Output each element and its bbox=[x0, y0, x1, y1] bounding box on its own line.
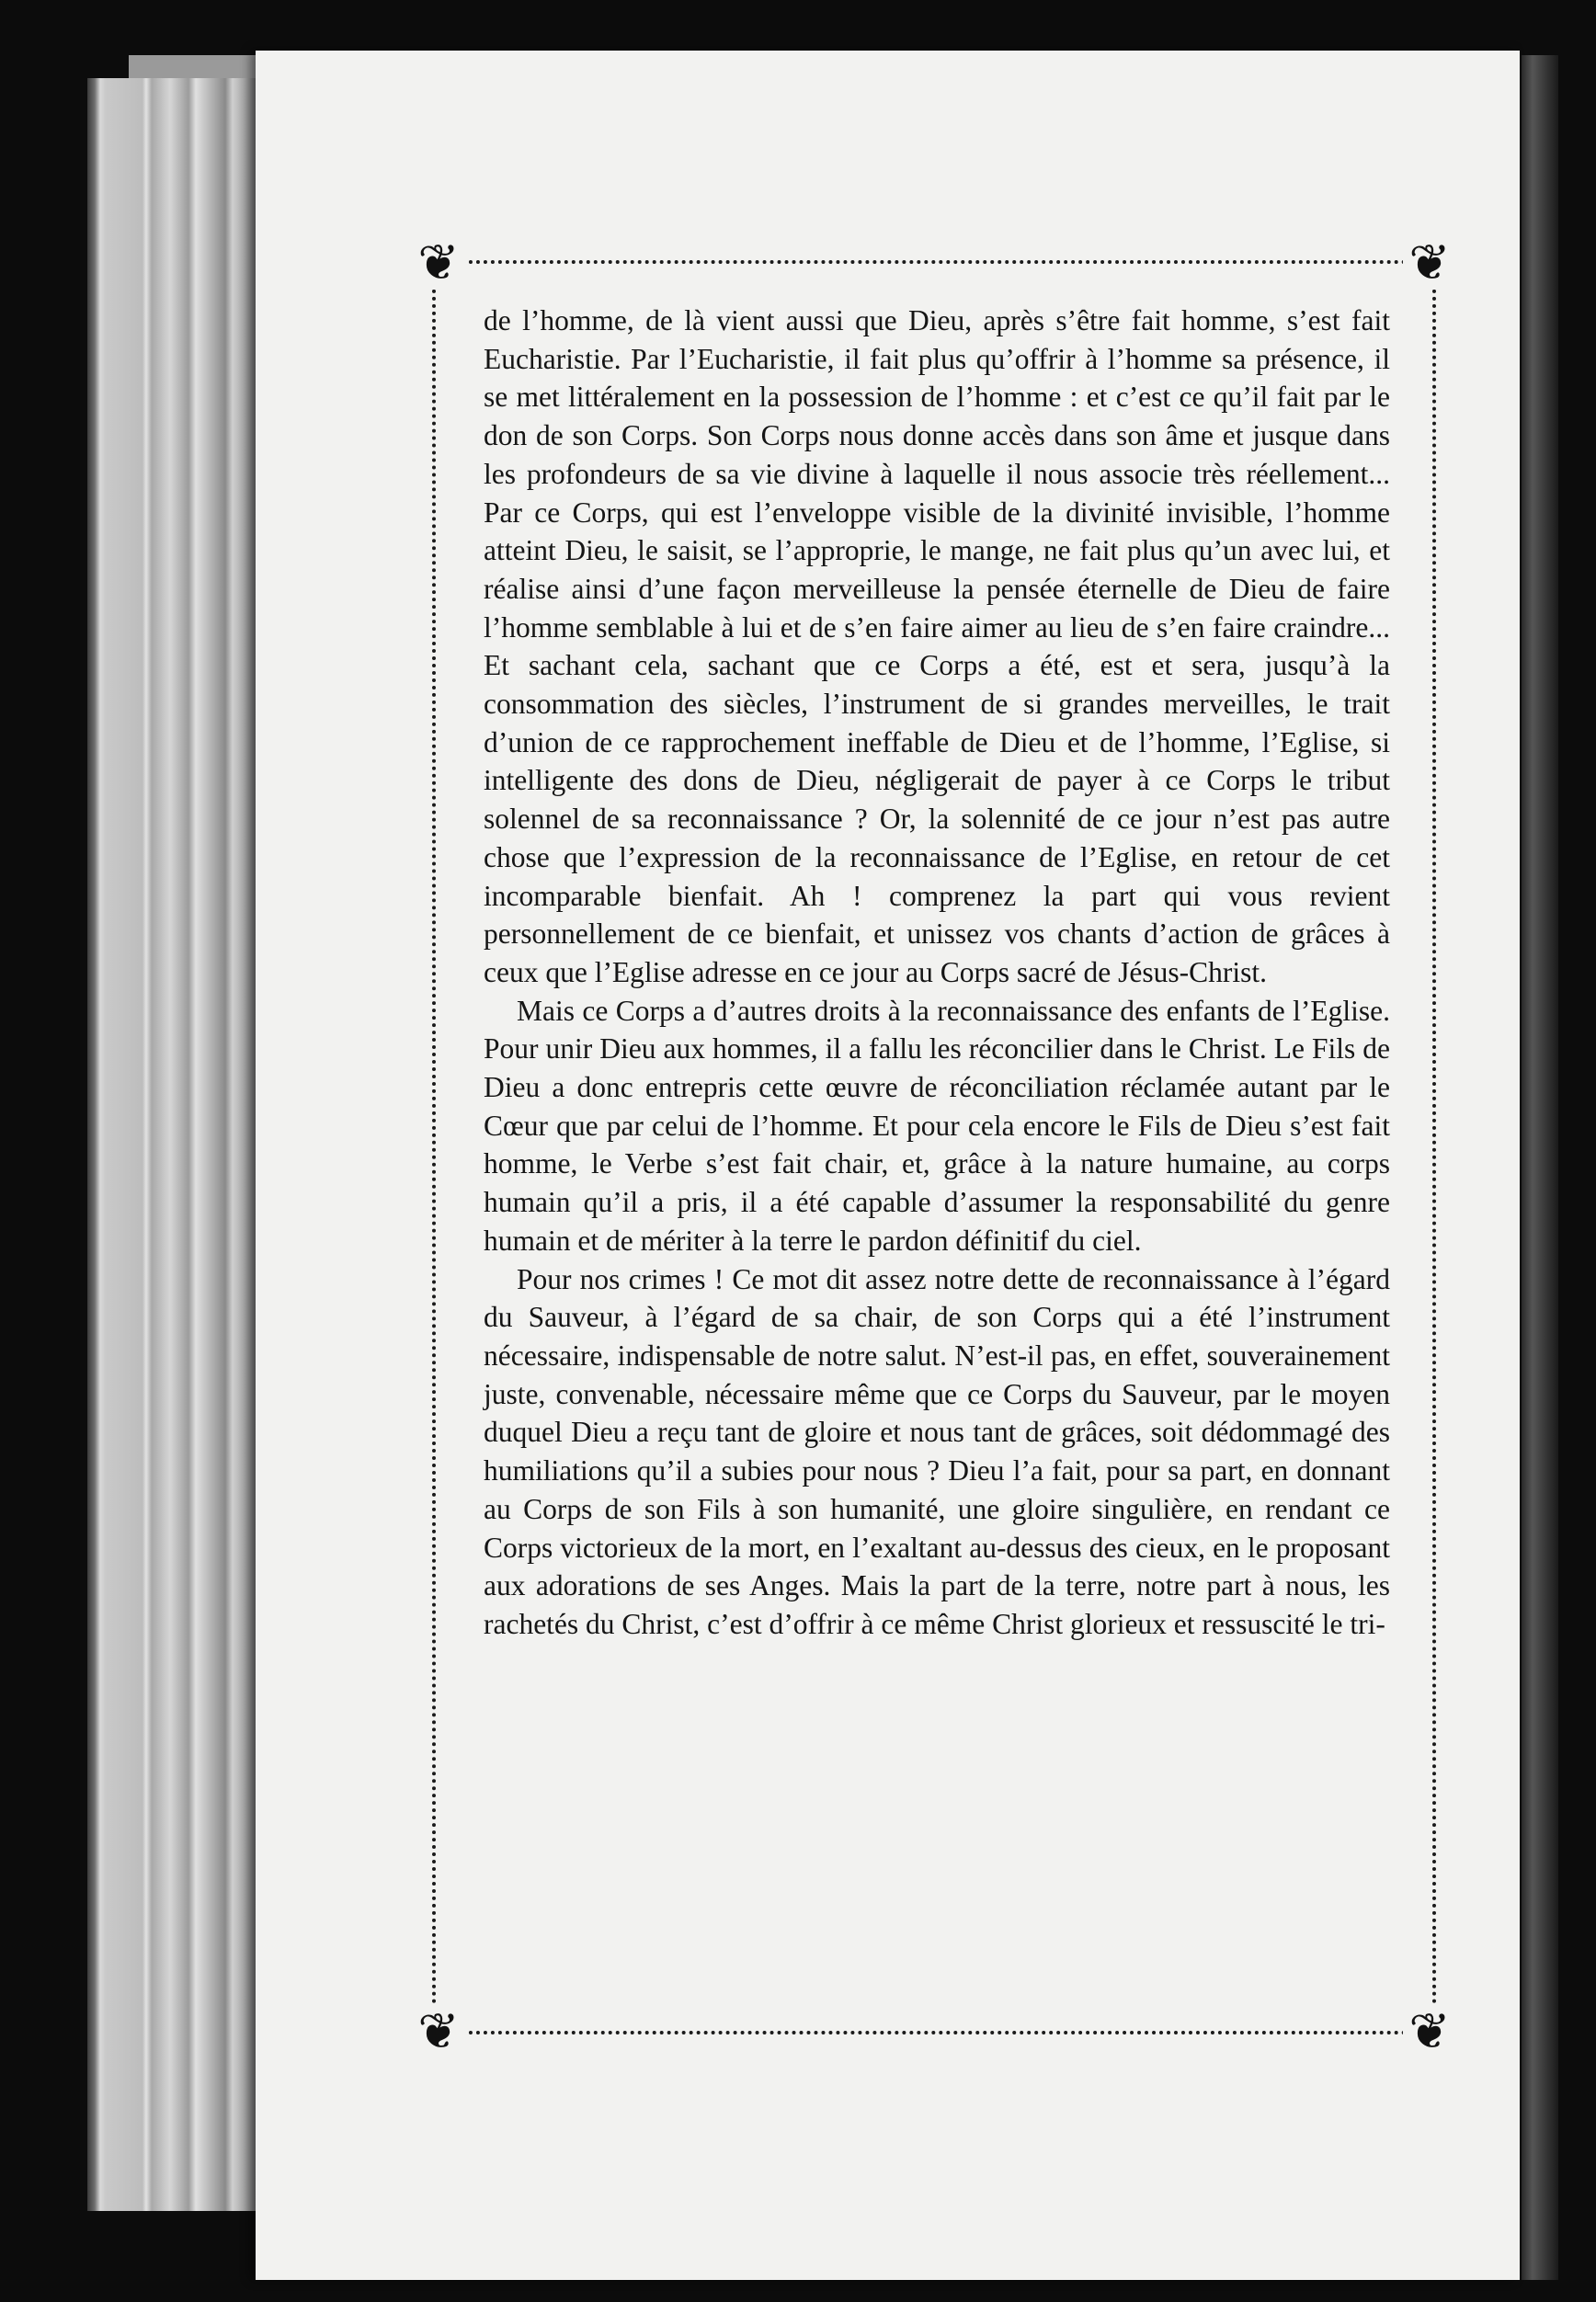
book-page-stack bbox=[87, 78, 271, 2211]
corner-ornament-icon: ❦ bbox=[1403, 2005, 1456, 2058]
paragraph-2: Mais ce Corps a d’autres droits à la reconnaissance des enfants de l’Eglise. Pour unir Dieu aux hommes, il a fallu les réconcilier dans le Christ. Le Fils de Dieu a donc entrepris cette œuvre de réconciliation réclamée autant par le Cœur que par celui de l’homme. Et pour cela encore le Fils de Dieu s’est fait homme, le Verbe s’est fait chair, et, grâce à la nature humaine, au corps humain qu’il a pris, il a été capable d’assumer la responsabilité du genre humain et de mériter à la terre le pardon définitif du ciel. bbox=[484, 994, 1390, 1257]
corner-ornament-icon: ❦ bbox=[412, 2005, 465, 2058]
ornamental-frame bbox=[417, 235, 1451, 2059]
book-right-edge bbox=[1522, 55, 1558, 2280]
paragraph-3: Pour nos crimes ! Ce mot dit assez notre dette de reconnaissance à l’égard du Sauveur, à l’égard de sa chair, de son Corps qui a été l’instrument nécessaire, indispensable de notre salut. N’est-il pas, en effet, souverainement juste, convenable, nécessaire même que ce Corps du Sauveur, par le moyen duquel Dieu a reçu tant de gloire et nous tant de grâces, soit dédommagé des humiliations qu’il a subies pour nous ? Dieu l’a fait, pour sa part, en donnant au Corps de son Fils à son humanité, une gloire singulière, en rendant ce Corps victorieux de la mort, en l’exaltant au-dessus des cieux, en le proposant aux adorations de ses Anges. Mais la part de la terre, notre part à nous, les rachetés du Christ, c’est d’offrir à ce même Christ glorieux et ressuscité le tri- bbox=[484, 1262, 1390, 1640]
page-text bbox=[484, 302, 1390, 1644]
paragraph-1: de l’homme, de là vient aussi que Dieu, après s’être fait homme, s’est fait Eucharistie. Par l’Eucharistie, il fait plus qu’offrir à l’homme sa présence, il se met littéralement en la possession de l’homme : et c’est ce qu’il fait par le don de son Corps. Son Corps nous donne accès dans son âme et jusque dans les profondeurs de sa vie divine à laquelle il nous associe très réellement... Par ce Corps, qui est l’enveloppe visible de la divinité invisible, l’homme atteint Dieu, le saisit, se l’approprie, le mange, ne fait plus qu’un avec lui, et réalise ainsi d’une façon merveilleuse la pensée éternelle de Dieu de faire l’homme semblable à lui et de s’en faire aimer au lieu de s’en faire craindre... Et sachant cela, sachant que ce Corps a été, est et sera, jusqu’à la consommation des siècles, l’instrument de si grandes merveilles, le trait d’union de ce rapprochement ineffable de Dieu et de l’homme, l’Eglise, si intelligente des dons de Dieu, négligerait de payer à ce Corps le tribut solennel de sa reconnaissance ? Or, la solennité de ce jour n’est pas autre chose que l’expression de la reconnaissance de l’Eglise, en retour de cet incomparable bienfait. Ah ! comprenez la part qui vous revient personnellement de ce bienfait, et unissez vos chants d’action de grâces à ceux que l’Eglise adresse en ce jour au Corps sacré de Jésus-Christ. bbox=[484, 304, 1390, 988]
corner-ornament-icon: ❦ bbox=[412, 236, 465, 290]
corner-ornament-icon: ❦ bbox=[1403, 236, 1456, 290]
